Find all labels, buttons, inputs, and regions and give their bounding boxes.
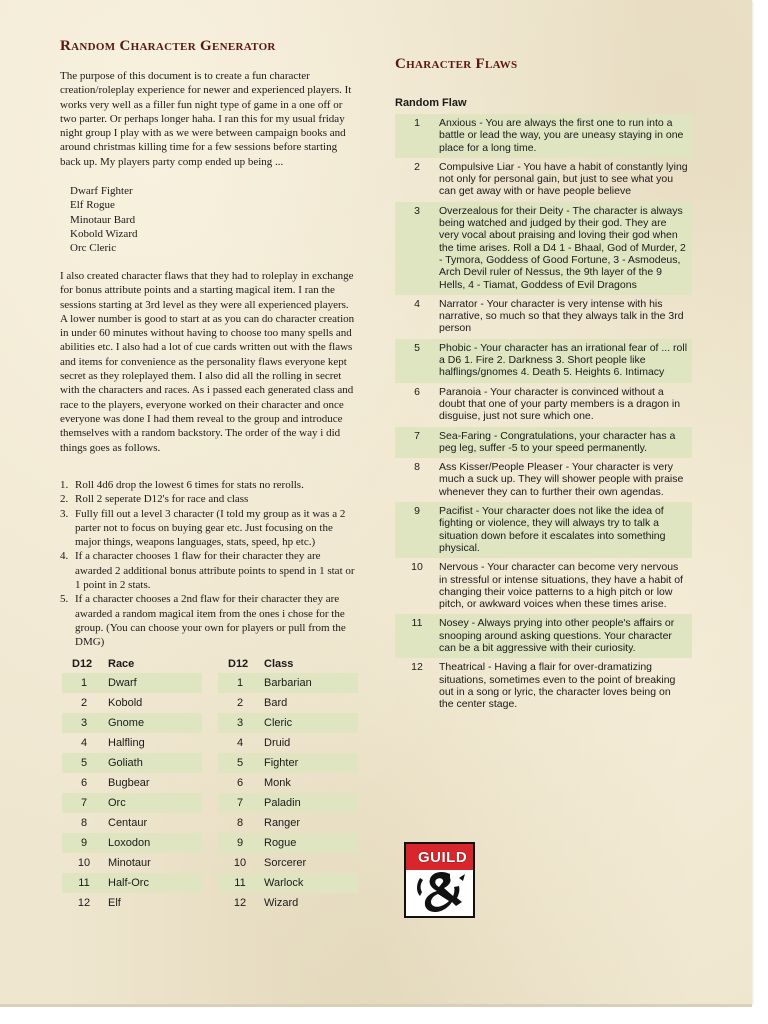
race-cell: Loxodon bbox=[106, 833, 202, 853]
table-row bbox=[62, 693, 202, 713]
roll-cell: 8 bbox=[236, 817, 244, 829]
table-row bbox=[62, 813, 202, 833]
race-cell: Minotaur bbox=[108, 857, 151, 869]
step-item bbox=[60, 492, 358, 506]
flaw-row bbox=[395, 114, 692, 158]
flaw-number: 3 bbox=[414, 204, 420, 217]
class-cell: Cleric bbox=[262, 713, 358, 733]
flaw-text: Theatrical - Having a flair for over-dramatizing situations, sometimes even to the point of breaking out in a song or lyric, the character loves being on the center stage. bbox=[439, 661, 676, 711]
column-header-race: Race bbox=[108, 658, 135, 670]
party-list bbox=[70, 184, 137, 255]
table-row bbox=[218, 693, 358, 713]
party-member: Elf Rogue bbox=[70, 199, 115, 212]
flaw-row bbox=[395, 158, 692, 202]
roll-cell: 12 bbox=[233, 897, 247, 909]
roll-cell: 6 bbox=[80, 777, 88, 789]
class-cell: Warlock bbox=[262, 873, 358, 893]
intro-paragraph: The purpose of this document is to create a fun character creation/roleplay experience for newer and experienced players. It works very well as a filler fun night type of game in a one off or two parter. Or perhaps longer haha. I ran this for my usual friday night group I play with as we were between campaign books and around christmas killing time for a few sessions before starting back up. My players party comp ended up being ... bbox=[60, 70, 352, 168]
roll-cell: 4 bbox=[236, 737, 244, 749]
flaw-row bbox=[395, 427, 692, 459]
roll-cell: 2 bbox=[80, 697, 88, 709]
roll-cell: 2 bbox=[236, 697, 244, 709]
step-number: 5. bbox=[60, 593, 69, 606]
roll-cell: 3 bbox=[218, 713, 262, 733]
step-text: Fully fill out a level 3 character (I told my group as it was a 2 parter not to focus on buying gear etc. Just focusing on the major things, weapons languages, stats, speed, hp etc.) bbox=[75, 507, 346, 549]
table-row bbox=[62, 833, 202, 853]
column-header-class: Class bbox=[264, 658, 294, 670]
class-cell: Rogue bbox=[262, 833, 358, 853]
race-cell: Dwarf bbox=[106, 673, 202, 693]
step-number: 1. bbox=[60, 479, 69, 491]
flaw-number: 1 bbox=[414, 117, 420, 129]
flaw-number: 9 bbox=[414, 505, 420, 518]
flaw-text: Paranoia - Your character is convinced without a doubt that one of your party members is a dragon in disguise, just not sure which one. bbox=[439, 385, 681, 423]
party-member: Dwarf Fighter bbox=[70, 185, 133, 197]
flaw-row bbox=[395, 383, 692, 427]
table-row bbox=[218, 713, 358, 733]
race-cell: Elf bbox=[108, 897, 121, 909]
roll-cell: 11 bbox=[218, 873, 262, 893]
race-cell: Kobold bbox=[108, 697, 143, 709]
flaw-text: Pacifist - Your character does not like the idea of fighting or violence, they will always try to talk a situation down before it escalates into something physical. bbox=[439, 505, 666, 554]
step-item bbox=[60, 507, 358, 550]
roll-cell: 4 bbox=[80, 737, 88, 749]
flaw-text: Ass Kisser/People Pleaser - Your character is very much a suck up. They will shower people with praise whenever they can to further their own agendas. bbox=[439, 461, 684, 498]
flaw-text: Narrator - Your character is very intense with his narrative, so much so that they always talk in the 3rd person bbox=[439, 297, 684, 335]
page-title: Random Character Generator bbox=[60, 38, 276, 54]
step-number: 2. bbox=[60, 493, 69, 506]
column-header-d12: D12 bbox=[72, 658, 93, 670]
table-header-row bbox=[62, 655, 202, 673]
roll-cell: 5 bbox=[218, 753, 262, 773]
class-cell: Barbarian bbox=[262, 673, 358, 693]
race-cell: Centaur bbox=[108, 817, 148, 829]
column-header-d12: D12 bbox=[228, 658, 249, 670]
roll-cell: 9 bbox=[218, 833, 262, 853]
roll-cell: 9 bbox=[62, 833, 106, 853]
step-text: If a character chooses a 2nd flaw for their character they are awarded a random magical item from the ones i chose for the group. (You can choose your own for players or pull from the DMG) bbox=[75, 593, 346, 649]
table-row bbox=[218, 773, 358, 793]
flaw-number: 6 bbox=[414, 385, 420, 398]
flaw-number: 7 bbox=[414, 429, 420, 442]
class-cell: Wizard bbox=[264, 897, 299, 909]
roll-cell: 1 bbox=[62, 673, 106, 693]
roll-cell: 1 bbox=[218, 673, 262, 693]
flaw-row bbox=[395, 458, 692, 502]
dnd-ampersand-dragon-icon bbox=[412, 868, 468, 914]
step-item bbox=[60, 592, 358, 649]
class-table bbox=[218, 655, 358, 913]
flaw-row bbox=[395, 502, 692, 558]
roll-cell: 5 bbox=[62, 753, 106, 773]
table-row bbox=[62, 773, 202, 793]
party-member: Orc Cleric bbox=[70, 242, 117, 255]
table-row bbox=[218, 813, 358, 833]
flaw-text: Overzealous for their Deity - The character is always being watched and judged by their god. They are very vocal about praising and loving their god when the time arises. Roll a D4 1 - Bhaal, God of Murder, 2 - Tymora, Goddess of Good Fortune, 3 - Asmodeus, Arch Devil ruler of Nessus, the 9th layer of the 9 Hells, 4 - Tiamat, Goddess of Evil Dragons bbox=[439, 204, 686, 291]
roll-cell: 3 bbox=[62, 713, 106, 733]
logo-text: GUILD bbox=[418, 849, 468, 866]
flaw-number: 4 bbox=[414, 297, 420, 310]
roll-cell: 7 bbox=[62, 793, 106, 813]
table-row bbox=[62, 673, 202, 693]
race-cell: Orc bbox=[106, 793, 202, 813]
table-row bbox=[62, 873, 202, 893]
roll-cell: 6 bbox=[236, 777, 244, 789]
dms-guild-logo bbox=[404, 842, 475, 918]
race-cell: Goliath bbox=[106, 753, 202, 773]
party-member: Minotaur Bard bbox=[70, 213, 136, 226]
roll-cell: 12 bbox=[77, 897, 91, 909]
table-row bbox=[218, 733, 358, 753]
table-row bbox=[218, 893, 358, 913]
flaw-row bbox=[395, 614, 692, 658]
table-row bbox=[218, 753, 358, 773]
class-cell: Sorcerer bbox=[264, 857, 307, 869]
flaw-row bbox=[395, 202, 692, 295]
step-text: If a character chooses 1 flaw for their character they are awarded 2 additional bonus attribute points to spend in 1 stat or 1 point in 2 stats. bbox=[75, 550, 355, 592]
table-row bbox=[62, 893, 202, 913]
table-row bbox=[62, 853, 202, 873]
flaw-row bbox=[395, 295, 692, 339]
race-cell: Bugbear bbox=[108, 777, 150, 789]
step-number: 3. bbox=[60, 507, 69, 520]
table-row bbox=[62, 793, 202, 813]
flaw-number: 5 bbox=[414, 341, 420, 354]
flaw-number: 2 bbox=[414, 160, 420, 173]
page-edge bbox=[0, 1004, 752, 1007]
table-header-row bbox=[218, 655, 358, 673]
flaw-number: 11 bbox=[411, 617, 423, 630]
step-number: 4. bbox=[60, 550, 69, 563]
flaw-text: Sea-Faring - Congratulations, your character has a peg leg, suffer -5 to your speed permanently. bbox=[439, 429, 676, 454]
step-item bbox=[60, 478, 358, 492]
table-row bbox=[218, 833, 358, 853]
flaw-text: Phobic - Your character has an irrational fear of ... roll a D6 1. Fire 2. Darkness 3. Short people like halflings/gnomes 4. Death 5. Heights 6. Intimacy bbox=[439, 341, 688, 379]
flaws-subheading: Random Flaw bbox=[395, 97, 467, 109]
table-row bbox=[62, 713, 202, 733]
step-text: Roll 4d6 drop the lowest 6 times for stats no rerolls. bbox=[75, 479, 304, 491]
table-row bbox=[62, 733, 202, 753]
party-member: Kobold Wizard bbox=[70, 227, 138, 240]
steps-list bbox=[60, 478, 358, 650]
step-item bbox=[60, 549, 358, 592]
race-table bbox=[62, 655, 202, 913]
flaw-number: 12 bbox=[411, 661, 423, 674]
race-cell: Half-Orc bbox=[106, 873, 202, 893]
flaws-explanation-paragraph: I also created character flaws that they had to roleplay in exchange for bonus attribute points and a starting magical item. I ran the sessions starting at 3rd level as they were all experienced players. A lower number is good to start at as you can do character creation in under 60 minutes without having to choose too many spells and abilities etc. I also had a lot of cue cards written out with the flaws and items for convenience as the personality flaws everyone kept secret as they roleplayed them. I also did all the rolling in secret with the characters and races. As i passed each generated class and race to the players, everyone worked on their character and once everyone was done I had them reveal to the group and introduce themselves with a random backstory. The order of the way i did things goes as follows. bbox=[60, 270, 355, 454]
flaw-row bbox=[395, 558, 692, 614]
flaw-row bbox=[395, 339, 692, 383]
flaw-number: 10 bbox=[411, 561, 423, 574]
flaws-heading: Character Flaws bbox=[395, 56, 518, 72]
class-cell: Bard bbox=[264, 697, 288, 709]
class-cell: Druid bbox=[264, 737, 291, 749]
class-cell: Paladin bbox=[262, 793, 358, 813]
roll-cell: 10 bbox=[77, 857, 91, 869]
table-row bbox=[62, 753, 202, 773]
class-cell: Ranger bbox=[264, 817, 301, 829]
roll-cell: 11 bbox=[62, 873, 106, 893]
table-row bbox=[218, 853, 358, 873]
flaws-table bbox=[395, 114, 692, 714]
roll-cell: 8 bbox=[80, 817, 88, 829]
logo-banner bbox=[406, 844, 473, 870]
flaw-number: 8 bbox=[414, 461, 420, 474]
race-cell: Gnome bbox=[106, 713, 202, 733]
flaw-text: Compulsive Liar - You have a habit of constantly lying not only for personal gain, but just to see what you can get away with or have people believe bbox=[439, 160, 688, 198]
roll-cell: 7 bbox=[218, 793, 262, 813]
class-cell: Fighter bbox=[262, 753, 358, 773]
table-row bbox=[218, 673, 358, 693]
flaw-text: Anxious - You are always the first one to run into a battle or lead the way, you are uneasy staying in one place for a long time. bbox=[439, 117, 684, 154]
flaw-row bbox=[395, 658, 692, 714]
table-row bbox=[218, 873, 358, 893]
table-row bbox=[218, 793, 358, 813]
flaw-text: Nosey - Always prying into other people's affairs or snooping around asking questions. Your character can be a bit aggressive with their curiosity. bbox=[439, 617, 675, 654]
flaw-text: Nervous - Your character can become very nervous in stressful or intense situations, they have a habit of changing their voice patterns to a high pitch or low pitch, or awkward voices when these times arise. bbox=[439, 561, 683, 611]
roll-cell: 10 bbox=[233, 857, 247, 869]
race-cell: Halfling bbox=[108, 737, 145, 749]
step-text: Roll 2 seperate D12's for race and class bbox=[75, 493, 249, 506]
class-cell: Monk bbox=[264, 777, 291, 789]
